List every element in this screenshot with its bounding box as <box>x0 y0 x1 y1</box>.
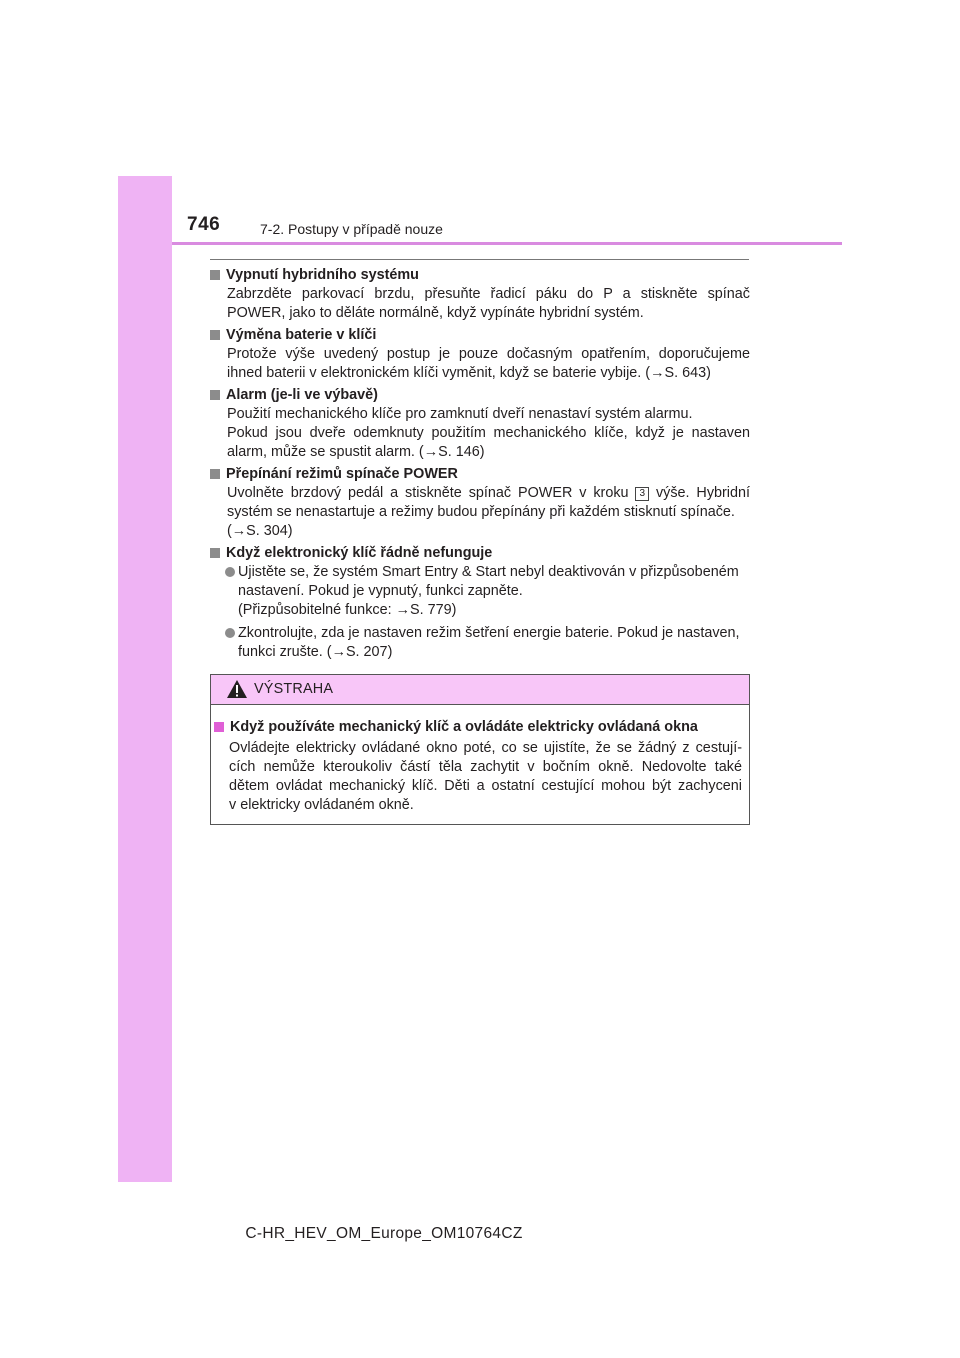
section-text: (→S. 304) <box>227 523 293 539</box>
section-power-modes <box>210 465 750 541</box>
warning-box <box>210 674 750 825</box>
square-icon <box>210 469 220 479</box>
warning-text: v elektricky ovládaném okně. <box>229 797 414 813</box>
step-number-box: 3 <box>635 487 649 501</box>
page-number: 746 <box>187 214 221 235</box>
section-title: Vypnutí hybridního systému <box>210 266 750 285</box>
warning-label: VÝSTRAHA <box>254 681 334 697</box>
content-rule <box>210 259 749 260</box>
warning-text: Ovládejte elektricky ovládané okno poté, co se ujistíte, že se žádný z cestují- <box>229 740 742 756</box>
chapter-title: 7-2. Postupy v případě nouze <box>260 221 443 237</box>
section-text: alarm, může se spustit alarm. (→S. 146) <box>227 444 485 460</box>
section-key-battery <box>210 326 750 383</box>
square-icon <box>214 722 224 732</box>
warning-triangle-icon <box>226 679 248 704</box>
square-icon <box>210 270 220 280</box>
warning-section-title: Když používáte mechanický klíč a ovládáte elektricky ovládaná okna <box>214 718 742 737</box>
square-icon <box>210 330 220 340</box>
section-title: Alarm (je-li ve výbavě) <box>210 386 750 405</box>
section-text: Pokud jsou dveře odemknuty použitím mechanického klíče, když je nastaven <box>227 425 750 441</box>
square-icon <box>210 548 220 558</box>
section-text: Použití mechanického klíče pro zamknutí dveří nenastaví systém alarmu. <box>227 406 693 422</box>
section-text: POWER, jako to děláte normálně, když vypínáte hybridní systém. <box>227 305 644 321</box>
section-title: Když elektronický klíč řádně nefunguje <box>210 544 750 563</box>
section-title: Přepínání režimů spínače POWER <box>210 465 750 484</box>
warning-text: cích nemůže kteroukoliv částí těla zachytit v bočním okně. Nedovolte také <box>229 759 742 775</box>
content <box>210 266 750 665</box>
header-rule <box>172 242 842 245</box>
document-code: C-HR_HEV_OM_Europe_OM10764CZ <box>245 1225 523 1242</box>
section-text: Uvolněte brzdový pedál a stiskněte spínač POWER v kroku 3 výše. Hybridní <box>227 485 751 501</box>
section-text: systém se nenastartuje a režimy budou přepínány při každém stisknutí spínače. <box>227 504 735 520</box>
square-icon <box>210 390 220 400</box>
section-key-malfunction <box>210 544 750 662</box>
section-title: Výměna baterie v klíči <box>210 326 750 345</box>
circle-bullet-icon <box>225 628 235 638</box>
sidebar-tab <box>118 176 172 1182</box>
section-text: Zabrzděte parkovací brzdu, přesuňte řadicí páku do P a stiskněte spínač <box>227 286 750 302</box>
warning-body <box>211 705 749 815</box>
footer <box>0 1225 960 1243</box>
list-item: Ujistěte se, že systém Smart Entry & Start nebyl deaktivován v přizpůsobeném nastavení. Pokud je vypnutý, funkci zapněte. (Přizpůsobitelné funkce: →S. 779) <box>210 563 750 620</box>
list-item: Zkontrolujte, zda je nastaven režim šetření energie baterie. Pokud je nastaven, funkci zrušte. (→S. 207) <box>210 624 750 662</box>
warning-header <box>211 675 749 705</box>
warning-text: dětem ovládat mechanický klíč. Děti a ostatní cestující mohou být zachyceni <box>229 778 742 794</box>
section-hybrid-off <box>210 266 750 323</box>
section-text: Protože výše uvedený postup je pouze dočasným opatřením, doporučujeme <box>227 346 750 362</box>
section-alarm <box>210 386 750 462</box>
circle-bullet-icon <box>225 567 235 577</box>
section-text: ihned baterii v elektronickém klíči vyměnit, když se baterie vybije. (→S. 643) <box>227 365 711 381</box>
